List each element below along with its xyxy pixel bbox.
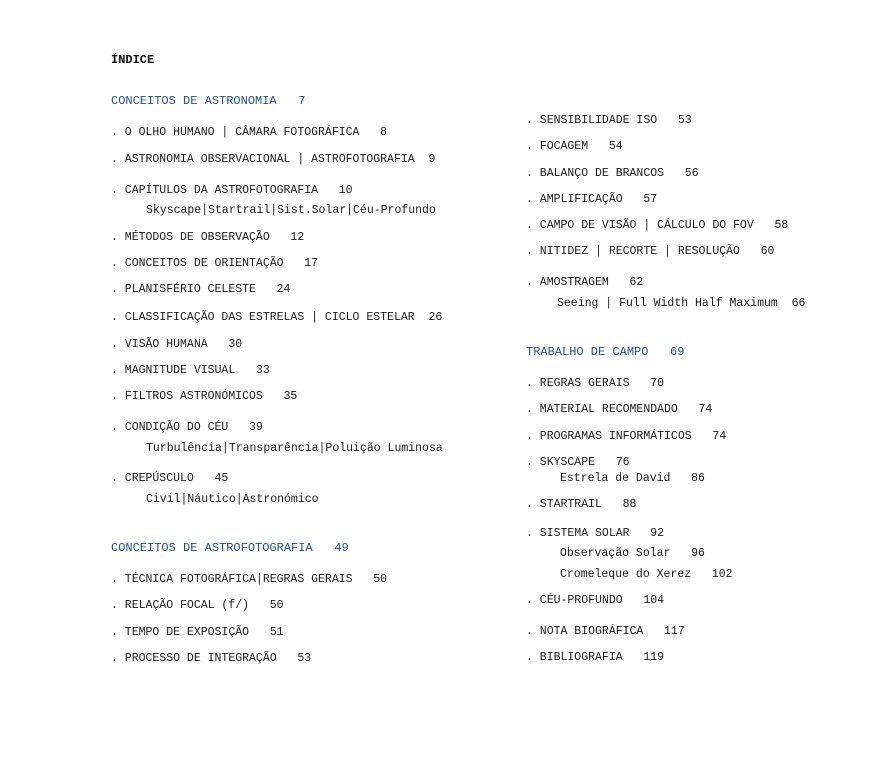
toc-subentry: Estrela de David 86	[560, 472, 705, 485]
toc-subentry: Turbulência|Transparência|Poluição Luminosa	[146, 442, 443, 455]
toc-entry: . SKYSCAPE 76	[526, 456, 630, 469]
toc-entry: . PROCESSO DE INTEGRAÇÃO 53	[111, 652, 312, 665]
toc-subentry: Civil|Náutico|Astronómico	[146, 493, 319, 506]
toc-entry: . CONCEITOS DE ORIENTAÇÃO 17	[111, 257, 319, 270]
toc-subentry: Observação Solar 96	[560, 547, 705, 560]
section-heading-astrofotografia: CONCEITOS DE ASTROFOTOGRAFIA 49	[111, 541, 349, 555]
toc-entry: . AMOSTRAGEM 62	[526, 276, 644, 289]
toc-entry: . BIBLIOGRAFIA 119	[526, 651, 665, 664]
toc-entry: . ASTRONOMIA OBSERVACIONAL | ASTROFOTOGRAFIA 9	[111, 153, 436, 166]
toc-entry: . RELAÇÃO FOCAL (f/) 50	[111, 599, 284, 612]
toc-entry: . CREPÚSCULO 45	[111, 472, 229, 485]
toc-entry: . FOCAGEM 54	[526, 140, 623, 153]
toc-entry: . TEMPO DE EXPOSIÇÃO 51	[111, 626, 284, 639]
toc-subentry: Skyscape|Startrail|Sist.Solar|Céu-Profundo	[146, 204, 436, 217]
toc-entry: . BALANÇO DE BRANCOS 56	[526, 167, 699, 180]
toc-entry: . NITIDEZ | RECORTE | RESOLUÇÃO 60	[526, 245, 775, 258]
toc-entry: . O OLHO HUMANO | CÂMARA FOTOGRÁFICA 8	[111, 126, 388, 139]
toc-entry: . SISTEMA SOLAR 92	[526, 527, 665, 540]
toc-entry: . STARTRAIL 88	[526, 498, 637, 511]
toc-entry: . MATERIAL RECOMENDADO 74	[526, 403, 713, 416]
toc-entry: . FILTROS ASTRONÓMICOS 35	[111, 390, 298, 403]
page-title: ÍNDICE	[111, 53, 155, 67]
toc-entry: . CAMPO DE VISÃO | CÁLCULO DO FOV 58	[526, 219, 789, 232]
toc-entry: . CLASSIFICAÇÃO DAS ESTRELAS | CICLO ESTELAR 26	[111, 311, 443, 324]
toc-entry: . CÉU-PROFUNDO 104	[526, 594, 665, 607]
toc-entry: . CAPÍTULOS DA ASTROFOTOGRAFIA 10	[111, 184, 353, 197]
toc-entry: . AMPLIFICAÇÃO 57	[526, 193, 658, 206]
toc-entry: . REGRAS GERAIS 70	[526, 377, 665, 390]
toc-entry: . NOTA BIOGRÁFICA 117	[526, 625, 685, 638]
toc-entry: . MÉTODOS DE OBSERVAÇÃO 12	[111, 231, 305, 244]
section-heading-astronomia: CONCEITOS DE ASTRONOMIA 7	[111, 94, 306, 108]
toc-entry: . SENSIBILIDADE ISO 53	[526, 114, 692, 127]
toc-entry: . VISÃO HUMANA 30	[111, 338, 243, 351]
toc-entry: . TÉCNICA FOTOGRÁFICA|REGRAS GERAIS 50	[111, 573, 388, 586]
toc-entry: . MAGNITUDE VISUAL 33	[111, 364, 270, 377]
section-heading-trabalho-de-campo: TRABALHO DE CAMPO 69	[526, 345, 685, 359]
toc-entry: . CONDIÇÃO DO CÉU 39	[111, 421, 263, 434]
toc-entry: . PLANISFÉRIO CELESTE 24	[111, 283, 291, 296]
toc-subentry: Cromeleque do Xerez 102	[560, 568, 733, 581]
toc-entry: . PROGRAMAS INFORMÁTICOS 74	[526, 430, 727, 443]
toc-subentry: Seeing | Full Width Half Maximum 66	[557, 297, 806, 310]
